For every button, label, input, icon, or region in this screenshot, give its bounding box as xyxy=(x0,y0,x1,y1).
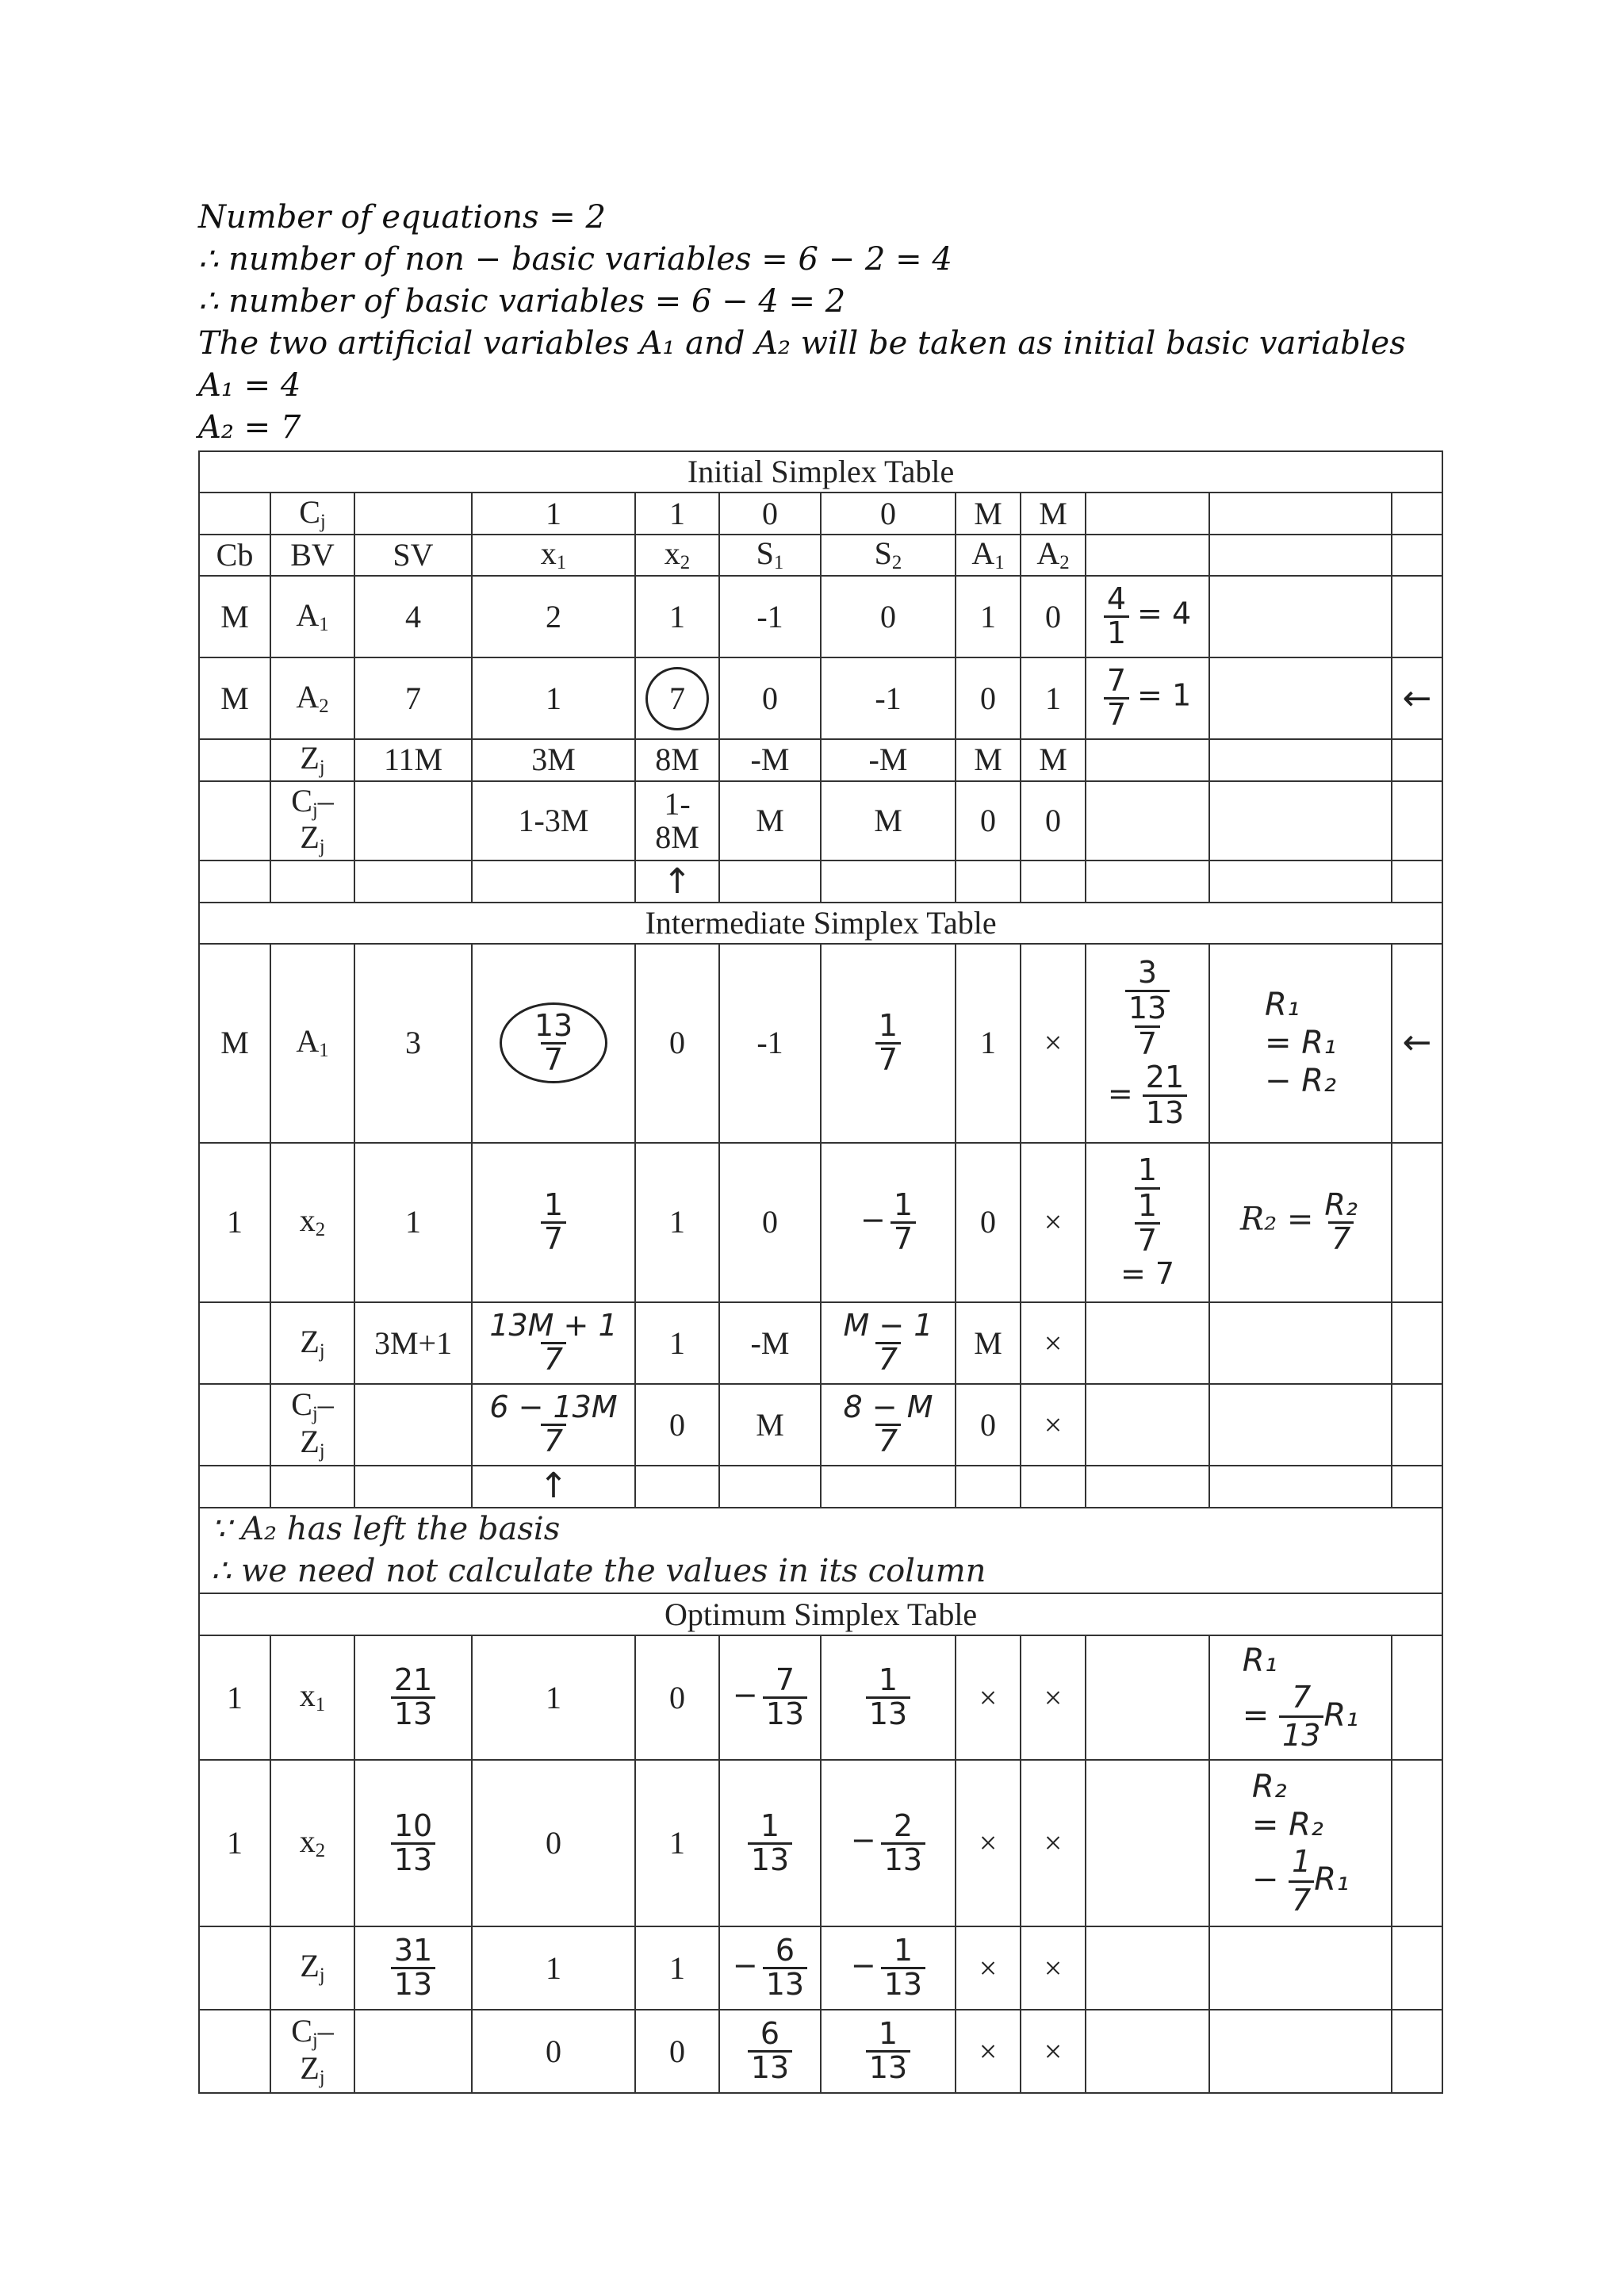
header-x2: $x_2$ xyxy=(635,535,719,576)
header-a1: $A_1$ xyxy=(956,535,1021,576)
initial-table-title: Initial Simplex Table xyxy=(199,451,1442,493)
header-s2: $S_2$ xyxy=(821,535,956,576)
intro-line-6: A₂ = 7 xyxy=(198,409,301,446)
leaving-arrow-icon: ← xyxy=(1392,944,1442,1142)
table-row: 1 $x_2$ $\frac{10}{13}$ 0 1 $\frac{1}{13}$ − $\frac{2}{13}$ × × R₂ = R₂ − $\frac{1}{7}$ R₁ xyxy=(199,1760,1442,1926)
cj-row xyxy=(199,493,1442,534)
entering-arrow-icon: ↑ xyxy=(635,861,719,902)
intermediate-table-title: Intermediate Simplex Table xyxy=(199,903,1442,944)
bv-a2: $A_2$ xyxy=(270,657,354,739)
ratio-cell: 3 $\frac{13}{7}$ = $\frac{21}{13}$ xyxy=(1086,944,1209,1142)
cj-s2: 0 xyxy=(821,493,956,534)
intro-line-2: ∴ number of non − basic variables = 6 − 2 = 4 xyxy=(198,241,952,278)
simplex-table xyxy=(198,450,1443,2094)
arrow-row xyxy=(199,861,1442,902)
pivot-element: 7 xyxy=(635,657,719,739)
column-header-row xyxy=(199,535,1442,576)
header-bv: BV xyxy=(270,535,354,576)
intro-line-1: Number of equations = 2 xyxy=(198,199,606,236)
cj-s1: 0 xyxy=(719,493,821,534)
table-row: 1 $x_2$ 1 $\frac{1}{7}$ 1 0 − $\frac{1}{7}$ 0 × 1 $\frac{1}{7}$ = 7 R₂ = $\frac{\text{R₂}}{7}$ xyxy=(199,1143,1442,1303)
cj-a1: M xyxy=(956,493,1021,534)
table-row: M $A_1$ 4 2 1 -1 0 1 0 $\frac{4}{1}$ = 4 xyxy=(199,576,1442,657)
intro-text xyxy=(198,197,1451,449)
header-sv: SV xyxy=(354,535,472,576)
ratio-cell: 1 $\frac{1}{7}$ = 7 xyxy=(1086,1143,1209,1303)
entering-arrow-icon: ↑ xyxy=(472,1466,635,1507)
table-row: 1 $x_1$ $\frac{21}{13}$ 1 0 − $\frac{7}{13}$ $\frac{1}{13}$ × × R₁ = $\frac{7}{13}$ R₁ xyxy=(199,1635,1442,1760)
ratio-cell: $\frac{7}{7}$ = 1 xyxy=(1086,657,1209,739)
cj-x2: 1 xyxy=(635,493,719,534)
leaving-arrow-icon: ← xyxy=(1392,657,1442,739)
cj-zj-row: $C_j-$ $Z_j$ 0 0 $\frac{6}{13}$ $\frac{1}{13}$ × × xyxy=(199,2010,1442,2093)
cj-a2: M xyxy=(1021,493,1086,534)
zj-row: $Z_j$ 11M 3M 8M -M -M M M xyxy=(199,739,1442,780)
cj-zj-row: $C_j-$ $Z_j$ $\frac{6 - 13M}{7}$ 0 M $\frac{8 - M}{7}$ 0 × xyxy=(199,1384,1442,1466)
row-operation: R₁ = R₁ − R₂ xyxy=(1209,944,1392,1142)
header-a2: $A_2$ xyxy=(1021,535,1086,576)
cj-x1: 1 xyxy=(472,493,635,534)
header-s1: $S_1$ xyxy=(719,535,821,576)
pivot-element: $\frac{13}{7}$ xyxy=(472,944,635,1142)
header-x1: $x_1$ xyxy=(472,535,635,576)
ratio-cell: $\frac{4}{1}$ = 4 xyxy=(1086,576,1209,657)
cj-label: $C_j$ xyxy=(270,493,354,534)
table-row: M $A_2$ 7 1 7 0 -1 0 1 $\frac{7}{7}$ = 1 ← xyxy=(199,657,1442,739)
zj-row: $Z_j$ 3M+1 $\frac{13M + 1}{7}$ 1 -M $\frac{M - 1}{7}$ M × xyxy=(199,1302,1442,1384)
intro-line-4: The two artificial variables A₁ and A₂ will be taken as initial basic variables xyxy=(198,325,1406,362)
zj-row: $Z_j$ $\frac{31}{13}$ 1 1 − $\frac{6}{13}$ − $\frac{1}{13}$ × × xyxy=(199,1926,1442,2010)
row-operation: R₁ = $\frac{7}{13}$ R₁ xyxy=(1209,1635,1392,1760)
intro-line-5: A₁ = 4 xyxy=(198,367,301,404)
intro-line-3: ∴ number of basic variables = 6 − 4 = 2 xyxy=(198,283,846,320)
row-operation: R₂ = R₂ − $\frac{1}{7}$ R₁ xyxy=(1209,1760,1392,1926)
row-operation: R₂ = $\frac{\text{R₂}}{7}$ xyxy=(1209,1143,1392,1303)
arrow-row xyxy=(199,1466,1442,1507)
table-row: M $A_1$ 3 $\frac{13}{7}$ 0 -1 $\frac{1}{7}$ 1 × 3 $\frac{13}{7}$ = $\frac{21}{13}$ R₁ = R₁ − R₂ ← xyxy=(199,944,1442,1142)
bv-a1: $A_1$ xyxy=(270,576,354,657)
optimum-table-title: Optimum Simplex Table xyxy=(199,1593,1442,1635)
cj-zj-row: $C_j-$ $Z_j$ 1-3M 1- 8M M M 0 0 xyxy=(199,781,1442,861)
header-cb: Cb xyxy=(199,535,270,576)
basis-note: ∵ A₂ has left the basis ∴ we need not calculate the values in its column xyxy=(199,1508,1442,1594)
